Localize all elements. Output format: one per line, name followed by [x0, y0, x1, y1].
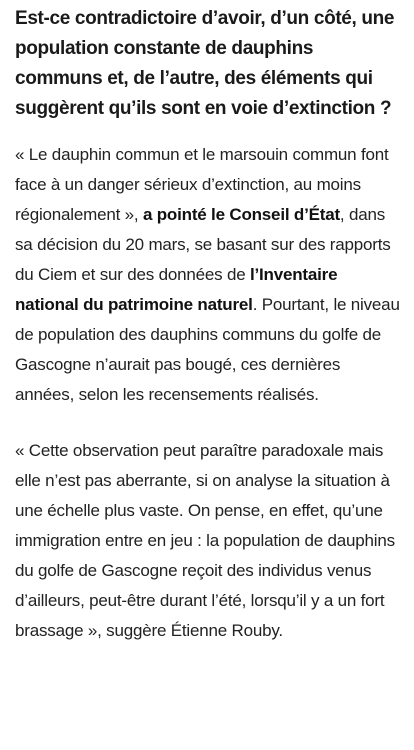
paragraph-text: « Le dauphin commun et le marsouin commun font face à un danger sérieux d’extinction, au moins régionalement »,: [15, 145, 389, 224]
paragraph-text: , dans sa décision du 20 mars, se basant sur des rapports du Ciem et sur des données de: [15, 205, 391, 284]
paragraph-text: . Pourtant, le niveau de population des dauphins communs du golfe de Gascogne n’aurait pas bougé, ces dernières années, selon les recensements réalisés.: [15, 295, 400, 404]
inventaire-national-link[interactable]: l’Inventaire national du patrimoine naturel: [15, 265, 338, 314]
paragraph-conseil-etat: [15, 140, 402, 410]
section-heading: Est-ce contradictoire d’avoir, d’un côté, une population constante de dauphins communs et, de l’autre, des éléments qui suggèrent qu’ils sont en voie d’extinction ?: [15, 8, 395, 119]
conseil-etat-link[interactable]: a pointé le Conseil d’État: [142, 205, 340, 224]
paragraph-rouby-quote: « Cette observation peut paraître paradoxale mais elle n’est pas aberrante, si on analyse la situation à une échelle plus vaste. On pense, en effet, qu’une immigration entre en jeu : la population de dauphins du golfe de Gascogne reçoit des individus venus d’ailleurs, peut-être durant l’été, lorsqu’il y a un fort brassage », suggère Étienne Rouby.: [15, 441, 395, 640]
